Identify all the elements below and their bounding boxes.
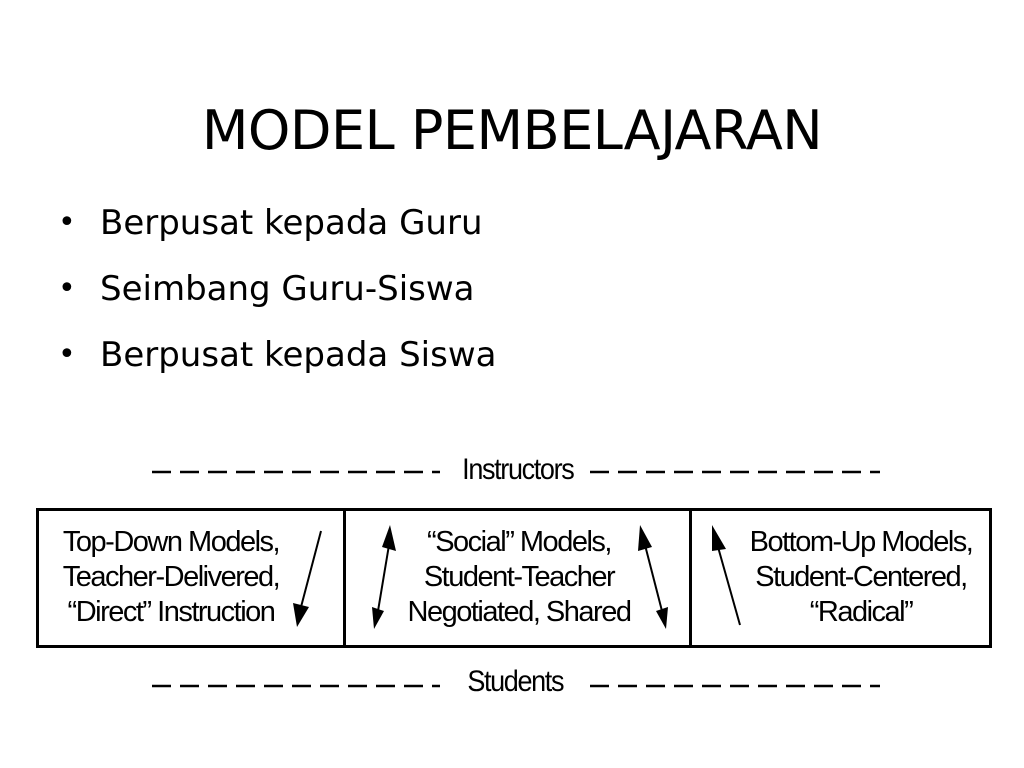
bullet-item (58, 322, 496, 388)
double-arrow-icon (636, 525, 676, 631)
bullet-list (58, 190, 496, 388)
bullet-text: Berpusat kepada Siswa (100, 335, 497, 375)
instructors-label: Instructors (453, 453, 582, 487)
box-line: Top-Down Models, (62, 526, 280, 558)
slide-title: MODEL PEMBELAJARAN (201, 99, 823, 163)
box-text (736, 525, 986, 630)
box-line: Student-Centered, (755, 561, 967, 593)
bullet-text: Berpusat kepada Guru (100, 203, 483, 243)
box-line: “Radical” (809, 596, 913, 628)
learning-model-diagram (0, 440, 1024, 720)
box-line: Negotiated, Shared (407, 596, 631, 628)
box-text (394, 525, 644, 630)
top-down-model-box (39, 511, 343, 645)
bottom-up-model-box (689, 511, 989, 645)
bullet-dot-icon: • (58, 205, 76, 240)
bullet-text: Seimbang Guru-Siswa (100, 269, 475, 309)
bullet-item (58, 190, 496, 256)
arrow-down-icon (289, 527, 333, 631)
bullet-item (58, 256, 496, 322)
social-model-box (343, 511, 689, 645)
box-line: Student-Teacher (423, 561, 615, 593)
box-text (47, 525, 295, 630)
bullet-dot-icon: • (58, 271, 76, 306)
box-line: Bottom-Up Models, (749, 526, 973, 558)
box-line: “Social” Models, (427, 526, 611, 558)
box-line: “Direct” Instruction (67, 596, 275, 628)
box-line: Teacher-Delivered, (62, 561, 280, 593)
model-boxes (36, 508, 992, 648)
bullet-dot-icon: • (58, 337, 76, 372)
students-label: Students (458, 665, 572, 699)
